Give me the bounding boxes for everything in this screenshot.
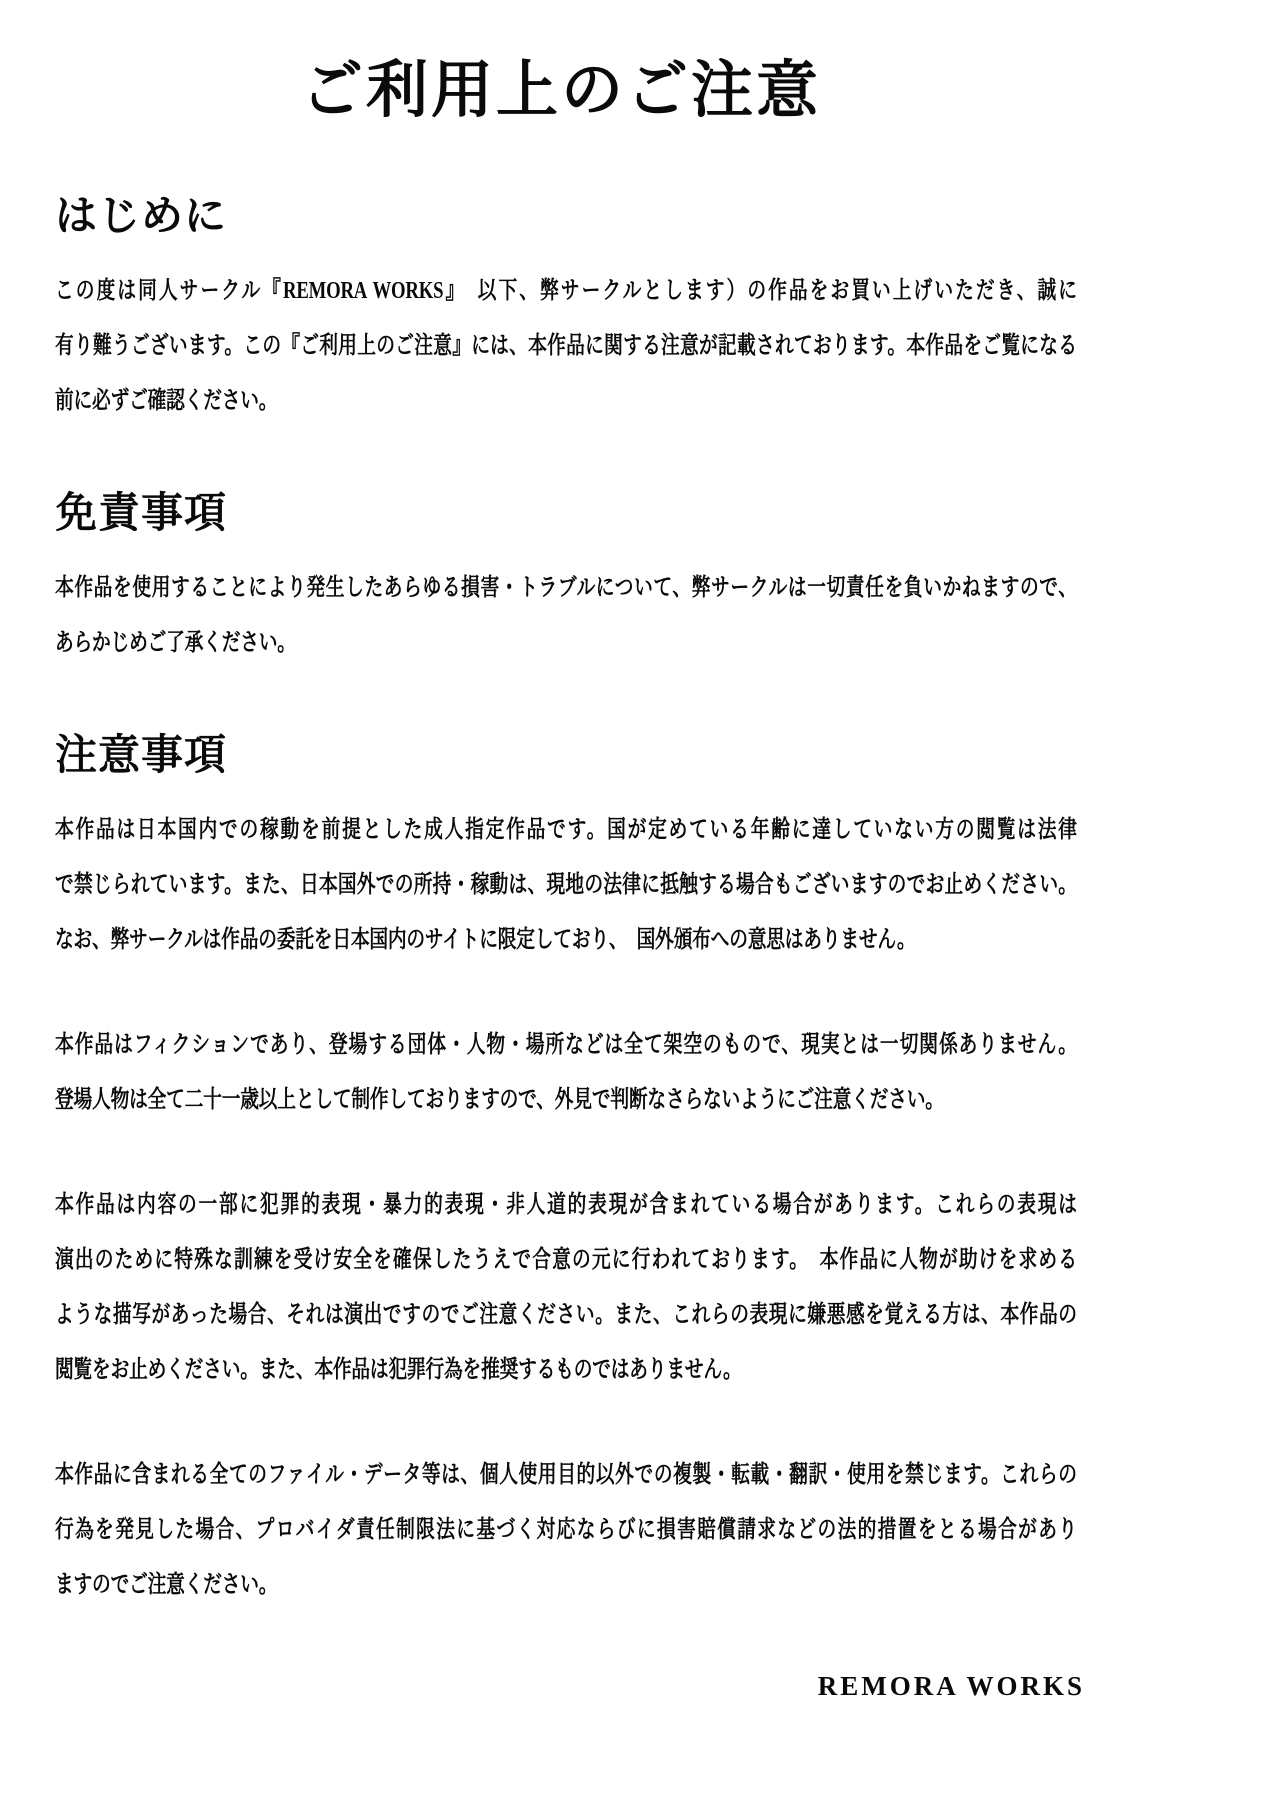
text-line: 前に必ずご確認ください。 [55,388,278,414]
document-content [55,0,1077,1613]
text-line: 本作品は日本国内での稼動を前提とした成人指定作品です。国が定めている年齢に達していない方の閲覧は法律 [55,817,1077,843]
section-heading: 免責事項 [55,491,228,537]
text-line: 本作品はフィクションであり、登場する団体・人物・場所などは全て架空のもので、現実とは一切関係ありません。 [55,1032,1077,1058]
paragraph [55,1018,1280,1128]
text-line: あらかじめご了承ください。 [55,630,296,656]
text-line: 登場人物は全て二十一歳以上として制作しておりますので、外見で判断なさらないようにご注意ください。 [55,1087,944,1113]
footer-brand: REMORA WORKS [817,1671,1085,1701]
text-line: 行為を発見した場合、プロバイダ責任制限法に基づく対応ならびに損害賠償請求などの法的措置をとる場合があり [55,1517,1077,1543]
text-line: ますのでご注意ください。 [55,1572,278,1598]
section-menseki [55,487,1077,671]
text-line: 本作品を使用することにより発生したあらゆる損害・トラブルについて、弊サークルは一切責任を負いかねますので、 [55,575,1077,601]
paragraph [55,803,1280,968]
text-line: なお、弊サークルは作品の委託を日本国内のサイトに限定しており、 国外頒布への意思はありません。 [55,927,916,953]
text-line: この度は同人サークル『REMORA WORKS』 以下、弊サークルとします）の作品をお買い上げいただき、誠に [55,278,1077,304]
section-chuui [55,729,1077,1613]
text-line: 本作品に含まれる全てのファイル・データ等は、個人使用目的以外での複製・転載・翻訳・使用を禁じます。これらの [55,1462,1077,1488]
text-line: 演出のために特殊な訓練を受け安全を確保したうえで合意の元に行われております。 本作品に人物が助けを求める [55,1247,1077,1273]
paragraph [55,1178,1280,1398]
section-heading: 注意事項 [55,733,228,779]
sections-container [55,190,1077,1613]
section-heading: はじめに [55,194,228,240]
text-line: 本作品は内容の一部に犯罪的表現・暴力的表現・非人道的表現が含まれている場合があります。これらの表現は [55,1192,1077,1218]
text-line: で禁じられています。また、日本国外での所持・稼動は、現地の法律に抵触する場合もございますのでお止めください。 [55,872,1077,898]
text-line: ような描写があった場合、それは演出ですのでご注意ください。また、これらの表現に嫌悪感を覚える方は、本作品の [55,1302,1077,1328]
section-hajimeni [55,190,1077,429]
paragraph [55,561,1280,671]
text-line: 閲覧をお止めください。また、本作品は犯罪行為を推奨するものではありません。 [55,1357,742,1383]
text-line: 有り難うございます。この『ご利用上のご注意』には、本作品に関する注意が記載されております。本作品をご覧になる [55,333,1077,359]
paragraph [55,264,1280,429]
paragraph [55,1448,1280,1613]
page-title: ご利用上のご注意 [300,57,821,125]
